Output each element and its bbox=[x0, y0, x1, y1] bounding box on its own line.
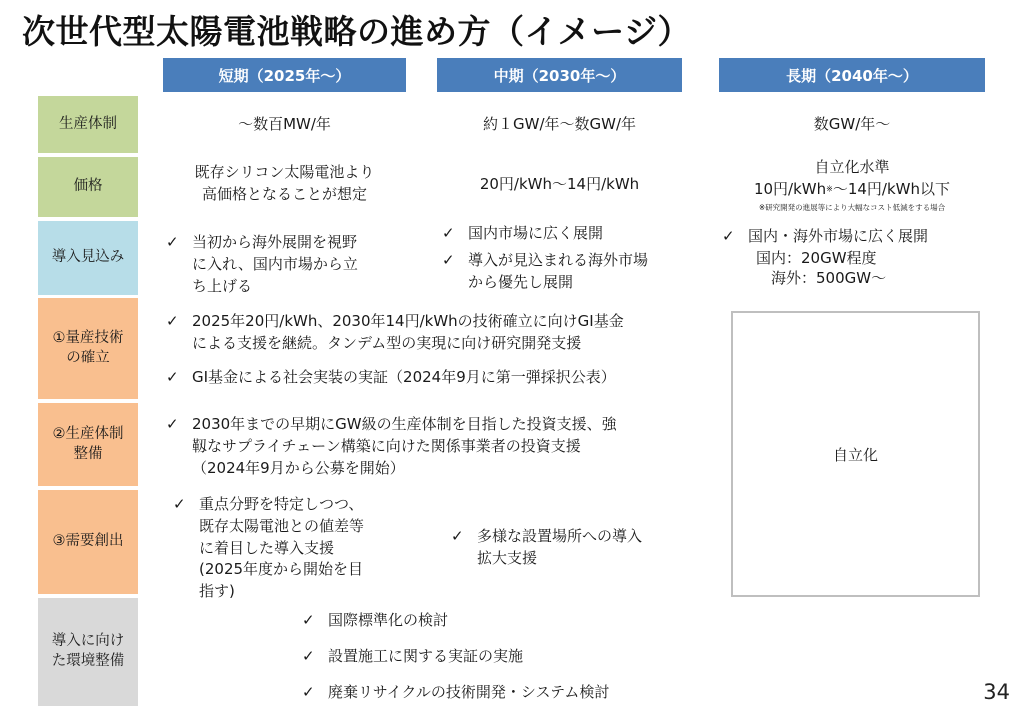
row-label-price: 価格 bbox=[38, 157, 138, 217]
environment-text-1: 国際標準化の検討 bbox=[328, 611, 449, 629]
mass-tech-item-2 bbox=[166, 367, 706, 389]
mass-tech-item-1 bbox=[166, 311, 706, 355]
price-long-line2b: ～14円/kWh以下 bbox=[832, 179, 951, 198]
environment-item-3 bbox=[302, 682, 722, 704]
page-number: 34 bbox=[983, 680, 1010, 704]
page-title: 次世代型太陽電池戦略の進め方（イメージ） bbox=[22, 12, 692, 51]
deployment-long-domestic: 国内：20GW程度 bbox=[756, 249, 877, 267]
environment-text-2: 設置施工に関する実証の実施 bbox=[328, 647, 524, 665]
price-long-line2a: 10円/kWh bbox=[753, 179, 827, 198]
check-mark-icon: ✓ bbox=[722, 227, 735, 245]
production-system-item-1 bbox=[166, 414, 706, 479]
column-header-long-term: 長期（2040年～） bbox=[719, 58, 985, 92]
demand-item-1 bbox=[173, 494, 413, 603]
column-header-mid-term: 中期（2030年～） bbox=[437, 58, 682, 92]
row-label-deployment: 導入見込み bbox=[38, 221, 138, 295]
demand-text-2: 多様な設置場所への導入 拡大支援 bbox=[477, 527, 643, 567]
row-label-environment: 導入に向け た環境整備 bbox=[38, 598, 138, 706]
deployment-mid-text-2: 導入が見込まれる海外市場 から優先し展開 bbox=[468, 251, 649, 291]
production-mid: 約１GW/年～数GW/年 bbox=[482, 115, 637, 133]
environment-item-1 bbox=[302, 610, 722, 632]
price-short: 既存シリコン太陽電池より 高価格となることが想定 bbox=[194, 163, 375, 203]
price-long-mark: ※ bbox=[826, 184, 833, 194]
check-mark-icon: ✓ bbox=[302, 683, 315, 701]
check-mark-icon: ✓ bbox=[442, 251, 455, 269]
check-mark-icon: ✓ bbox=[302, 647, 315, 665]
deployment-mid-text-1: 国内市場に広く展開 bbox=[468, 224, 604, 242]
price-mid: 20円/kWh～14円/kWh bbox=[479, 175, 640, 193]
production-short: ～数百MW/年 bbox=[238, 115, 331, 133]
check-mark-icon: ✓ bbox=[166, 368, 179, 386]
check-mark-icon: ✓ bbox=[442, 224, 455, 242]
check-mark-icon: ✓ bbox=[451, 527, 464, 545]
production-system-text-1: 2030年までの早期にGW級の生産体制を目指した投資支援、強 靱なサプライチェーン構築に向けた関係事業者の投資支援 （2024年9月から公募を開始） bbox=[192, 415, 617, 477]
check-mark-icon: ✓ bbox=[173, 495, 186, 513]
price-long-line1: 自立化水準 bbox=[814, 158, 890, 176]
row-label-mass-tech: ①量産技術 の確立 bbox=[38, 298, 138, 399]
production-long: 数GW/年～ bbox=[813, 115, 891, 133]
column-header-short-term: 短期（2025年～） bbox=[163, 58, 406, 92]
environment-text-3: 廃棄リサイクルの技術開発・システム検討 bbox=[328, 683, 610, 701]
price-long bbox=[719, 157, 985, 212]
deployment-long-item bbox=[722, 226, 988, 248]
deployment-short-text: 当初から海外展開を視野 に入れ、国内市場から立 ち上げる bbox=[192, 233, 358, 295]
deployment-mid-item-1 bbox=[442, 223, 687, 245]
check-mark-icon: ✓ bbox=[302, 611, 315, 629]
check-mark-icon: ✓ bbox=[166, 312, 179, 330]
independence-box bbox=[731, 311, 980, 597]
mass-tech-text-1: 2025年20円/kWh、2030年14円/kWhの技術確立に向けGI基金 による支援を継続。タンデム型の実現に向け研究開発支援 bbox=[192, 312, 624, 352]
check-mark-icon: ✓ bbox=[166, 415, 179, 433]
row-label-production-system: ②生産体制 整備 bbox=[38, 403, 138, 486]
row-label-demand: ③需要創出 bbox=[38, 490, 138, 594]
environment-item-2 bbox=[302, 646, 722, 668]
independence-label: 自立化 bbox=[832, 445, 878, 464]
check-mark-icon: ✓ bbox=[166, 233, 179, 251]
mass-tech-text-2: GI基金による社会実装の実証（2024年9月に第一弾採択公表） bbox=[192, 368, 616, 386]
demand-item-2 bbox=[451, 526, 691, 570]
demand-text-1: 重点分野を特定しつつ、 既存太陽電池との値差等 に着目した導入支援 (2025年度から開始を目 指す) bbox=[199, 495, 365, 600]
deployment-short-item bbox=[166, 232, 406, 297]
row-label-production: 生産体制 bbox=[38, 96, 138, 153]
price-long-note: ※研究開発の進展等により大幅なコスト低減をする場合 bbox=[758, 202, 946, 212]
deployment-long-overseas: 海外：500GW～ bbox=[771, 269, 887, 287]
deployment-long-text-1: 国内・海外市場に広く展開 bbox=[748, 227, 929, 245]
deployment-mid-item-2 bbox=[442, 250, 687, 294]
